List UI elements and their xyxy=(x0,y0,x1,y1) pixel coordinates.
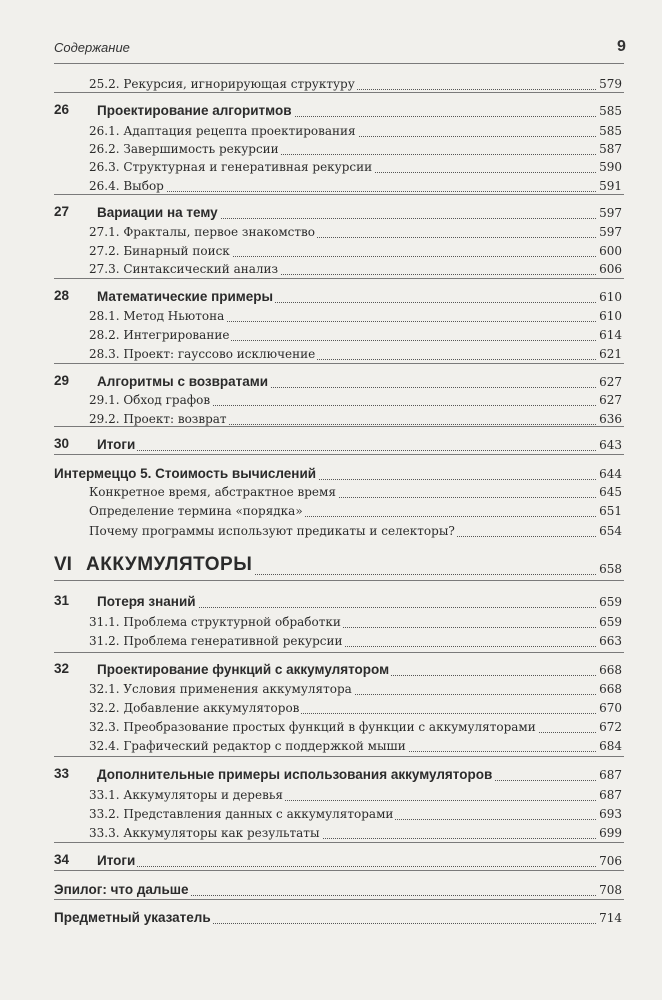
entry-title: 27.1. Фракталы, первое знакомство xyxy=(89,225,316,239)
entry-page-number: 645 xyxy=(599,485,622,499)
entry-page-number: 687 xyxy=(599,788,622,802)
entry-page-number: 590 xyxy=(599,160,622,174)
entry-page-number: 610 xyxy=(599,290,622,304)
entry-page-number: 693 xyxy=(599,807,622,821)
part-number: VI xyxy=(54,554,72,575)
toc-section-entry[interactable] xyxy=(0,678,662,698)
entry-page-number: 654 xyxy=(599,524,622,538)
chapter-number: 34 xyxy=(54,852,70,867)
header-rule xyxy=(54,63,624,64)
entry-title: 26.1. Адаптация рецепта проектирования xyxy=(89,124,356,138)
toc-section-entry[interactable] xyxy=(0,138,662,158)
entry-page-number: 614 xyxy=(599,328,622,342)
toc-section-entry[interactable] xyxy=(0,481,662,501)
entry-title: 26.3. Структурная и генеративная рекурсии xyxy=(89,160,373,174)
chapter-number: 30 xyxy=(54,436,70,451)
entry-page-number: 610 xyxy=(599,309,622,323)
entry-page-number: 684 xyxy=(599,739,622,753)
toc-section-entry[interactable] xyxy=(0,716,662,736)
entry-page-number: 672 xyxy=(599,720,622,734)
entry-page-number: 668 xyxy=(599,682,622,696)
entry-page-number: 643 xyxy=(599,438,622,452)
entry-title: 32.2. Добавление аккумуляторов xyxy=(89,701,300,715)
entry-page-number: 585 xyxy=(599,124,622,138)
toc-section-entry[interactable] xyxy=(0,305,662,325)
toc-chapter-entry[interactable] xyxy=(0,850,662,870)
toc-chapter-entry[interactable] xyxy=(0,286,662,306)
chapter-number: 26 xyxy=(54,102,70,117)
toc-section-entry[interactable] xyxy=(0,500,662,520)
entry-title: 25.2. Рекурсия, игнорирующая структуру xyxy=(89,77,355,91)
entry-title: 31.2. Проблема генеративной рекурсии xyxy=(89,634,343,648)
toc-chapter-entry[interactable] xyxy=(0,907,662,927)
chapter-number: 32 xyxy=(54,661,70,676)
entry-title: Почему программы используют предикаты и селекторы? xyxy=(89,524,455,538)
entry-title: 29.2. Проект: возврат xyxy=(89,412,227,426)
entry-title: Предметный указатель xyxy=(54,910,211,925)
entry-title: 32.1. Условия применения аккумулятора xyxy=(89,682,352,696)
toc-chapter-entry[interactable] xyxy=(0,879,662,899)
chapter-number: 31 xyxy=(54,593,70,608)
entry-page-number: 591 xyxy=(599,179,622,193)
section-rule xyxy=(54,842,624,843)
dot-leader xyxy=(101,866,620,867)
toc-section-entry[interactable] xyxy=(0,120,662,140)
entry-page-number: 699 xyxy=(599,826,622,840)
entry-title: 27.3. Синтаксический анализ xyxy=(89,262,279,276)
running-header-page-number: 9 xyxy=(617,38,626,55)
entry-title: 28.3. Проект: гауссово исключение xyxy=(89,347,316,361)
entry-page-number: 621 xyxy=(599,347,622,361)
toc-section-entry[interactable] xyxy=(0,784,662,804)
entry-title: Итоги xyxy=(97,437,136,452)
entry-title: Дополнительные примеры использования аккумуляторов xyxy=(97,767,493,782)
entry-page-number: 585 xyxy=(599,104,622,118)
section-rule xyxy=(54,454,624,455)
toc-section-entry[interactable] xyxy=(0,697,662,717)
entry-page-number: 687 xyxy=(599,768,622,782)
entry-title: 27.2. Бинарный поиск xyxy=(89,244,230,258)
entry-title: АККУМУЛЯТОРЫ xyxy=(86,554,253,575)
entry-page-number: 651 xyxy=(599,504,622,518)
toc-part-entry[interactable] xyxy=(0,554,662,578)
entry-page-number: 627 xyxy=(599,375,622,389)
entry-title: 33.1. Аккумуляторы и деревья xyxy=(89,788,283,802)
toc-section-entry[interactable] xyxy=(0,630,662,650)
toc-section-entry[interactable] xyxy=(0,803,662,823)
entry-page-number: 579 xyxy=(599,77,622,91)
toc-section-entry[interactable] xyxy=(0,156,662,176)
dot-leader xyxy=(93,191,620,192)
entry-page-number: 706 xyxy=(599,854,622,868)
entry-page-number: 600 xyxy=(599,244,622,258)
chapter-number: 28 xyxy=(54,288,70,303)
entry-page-number: 663 xyxy=(599,634,622,648)
entry-title: Интермеццо 5. Стоимость вычислений xyxy=(54,466,317,481)
entry-page-number: 659 xyxy=(599,615,622,629)
entry-title: Алгоритмы с возвратами xyxy=(97,374,269,389)
entry-title: Конкретное время, абстрактное время xyxy=(89,485,336,499)
entry-title: 26.2. Завершимость рекурсии xyxy=(89,142,279,156)
entry-page-number: 597 xyxy=(599,206,622,220)
toc-section-entry[interactable] xyxy=(0,389,662,409)
toc-chapter-entry[interactable] xyxy=(0,371,662,391)
entry-title: 33.3. Аккумуляторы как результаты xyxy=(89,826,320,840)
entry-title: Проектирование функций с аккумулятором xyxy=(97,662,390,677)
entry-title: Потеря знаний xyxy=(97,594,196,609)
toc-chapter-entry[interactable] xyxy=(0,100,662,120)
entry-page-number: 587 xyxy=(599,142,622,156)
toc-section-entry[interactable] xyxy=(0,822,662,842)
toc-section-entry[interactable] xyxy=(0,408,662,428)
toc-section-entry[interactable] xyxy=(0,324,662,344)
entry-title: 28.2. Интегрирование xyxy=(89,328,230,342)
entry-page-number: 627 xyxy=(599,393,622,407)
section-rule xyxy=(54,899,624,900)
toc-chapter-entry[interactable] xyxy=(0,659,662,679)
entry-page-number: 659 xyxy=(599,595,622,609)
toc-chapter-entry[interactable] xyxy=(0,764,662,784)
entry-title: 26.4. Выбор xyxy=(89,179,164,193)
entry-page-number: 606 xyxy=(599,262,622,276)
entry-title: 31.1. Проблема структурной обработки xyxy=(89,615,341,629)
entry-title: Определение термина «порядка» xyxy=(89,504,303,518)
entry-title: 32.4. Графический редактор с поддержкой мыши xyxy=(89,739,406,753)
running-header-title: Содержание xyxy=(54,40,130,55)
section-rule xyxy=(54,652,624,653)
entry-title: Итоги xyxy=(97,853,136,868)
entry-title: Математические примеры xyxy=(97,289,274,304)
chapter-number: 29 xyxy=(54,373,70,388)
section-rule xyxy=(54,278,624,279)
entry-title: Вариации на тему xyxy=(97,205,218,220)
entry-title: Проектирование алгоритмов xyxy=(97,103,292,118)
entry-title: 28.1. Метод Ньютона xyxy=(89,309,225,323)
chapter-number: 33 xyxy=(54,766,70,781)
toc-section-entry[interactable] xyxy=(0,258,662,278)
section-rule xyxy=(54,363,624,364)
entry-page-number: 658 xyxy=(599,562,622,576)
toc-chapter-entry[interactable] xyxy=(0,434,662,454)
entry-page-number: 670 xyxy=(599,701,622,715)
toc-chapter-entry[interactable] xyxy=(0,463,662,483)
toc-section-entry[interactable] xyxy=(0,343,662,363)
toc-section-entry[interactable] xyxy=(0,221,662,241)
entry-page-number: 708 xyxy=(599,883,622,897)
dot-leader xyxy=(101,450,620,451)
chapter-number: 27 xyxy=(54,204,70,219)
entry-page-number: 644 xyxy=(599,467,622,481)
toc-section-entry[interactable] xyxy=(0,735,662,755)
entry-title: 29.1. Обход графов xyxy=(89,393,211,407)
entry-page-number: 714 xyxy=(599,911,622,925)
entry-title: 33.2. Представления данных с аккумуляторами xyxy=(89,807,394,821)
entry-page-number: 597 xyxy=(599,225,622,239)
entry-page-number: 668 xyxy=(599,663,622,677)
toc-section-entry[interactable] xyxy=(0,240,662,260)
toc-section-entry[interactable] xyxy=(0,611,662,631)
toc-section-entry[interactable] xyxy=(0,175,662,195)
toc-chapter-entry[interactable] xyxy=(0,591,662,611)
toc-section-entry[interactable] xyxy=(0,520,662,540)
section-rule xyxy=(54,580,624,581)
toc-section-entry[interactable] xyxy=(0,73,662,93)
entry-title: Эпилог: что дальше xyxy=(54,882,189,897)
section-rule xyxy=(54,870,624,871)
entry-page-number: 636 xyxy=(599,412,622,426)
section-rule xyxy=(54,756,624,757)
entry-title: 32.3. Преобразование простых функций в функции с аккумуляторами xyxy=(89,720,536,734)
toc-chapter-entry[interactable] xyxy=(0,202,662,222)
